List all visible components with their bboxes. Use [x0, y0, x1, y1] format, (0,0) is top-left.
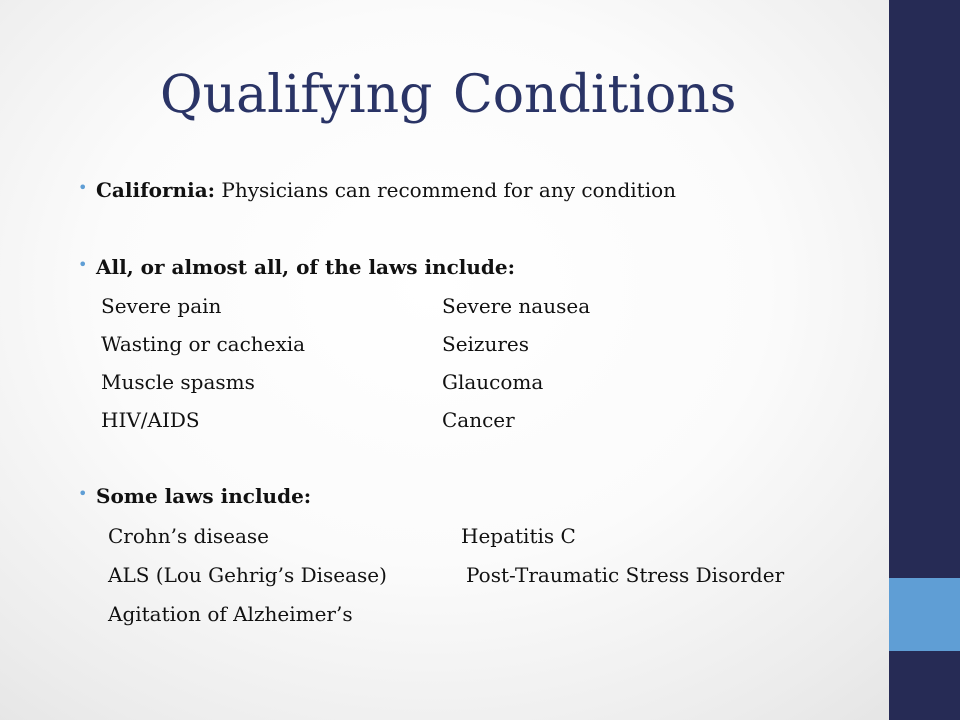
bullet-some-laws [78, 484, 312, 508]
bullet-california [78, 178, 677, 202]
condition-item: Wasting or cachexia [101, 332, 306, 356]
sidebar-accent-block [889, 578, 960, 651]
bullet-dot-icon: • [78, 484, 88, 503]
slide-title: Qualifying Conditions [160, 65, 737, 125]
bullet-text: Physicians can recommend for any condition [215, 178, 677, 202]
condition-item: Severe nausea [442, 294, 591, 318]
condition-item: Seizures [442, 332, 530, 356]
condition-item: Severe pain [101, 294, 222, 318]
condition-item: ALS (Lou Gehrig’s Disease) [108, 563, 387, 587]
condition-item: Crohn’s disease [108, 524, 269, 548]
condition-item: Hepatitis C [461, 524, 576, 548]
bullet-all-laws [78, 255, 515, 279]
bullet-label: Some laws include: [96, 484, 312, 508]
bullet-label: All, or almost all, of the laws include: [96, 255, 515, 279]
condition-item: HIV/AIDS [101, 408, 200, 432]
condition-item: Cancer [442, 408, 515, 432]
condition-item: Glaucoma [442, 370, 544, 394]
condition-item: Post-Traumatic Stress Disorder [466, 563, 785, 587]
condition-item: Muscle spasms [101, 370, 255, 394]
bullet-dot-icon: • [78, 255, 88, 274]
condition-item: Agitation of Alzheimer’s [108, 602, 353, 626]
bullet-label: California: [96, 178, 216, 202]
bullet-dot-icon: • [78, 178, 88, 197]
